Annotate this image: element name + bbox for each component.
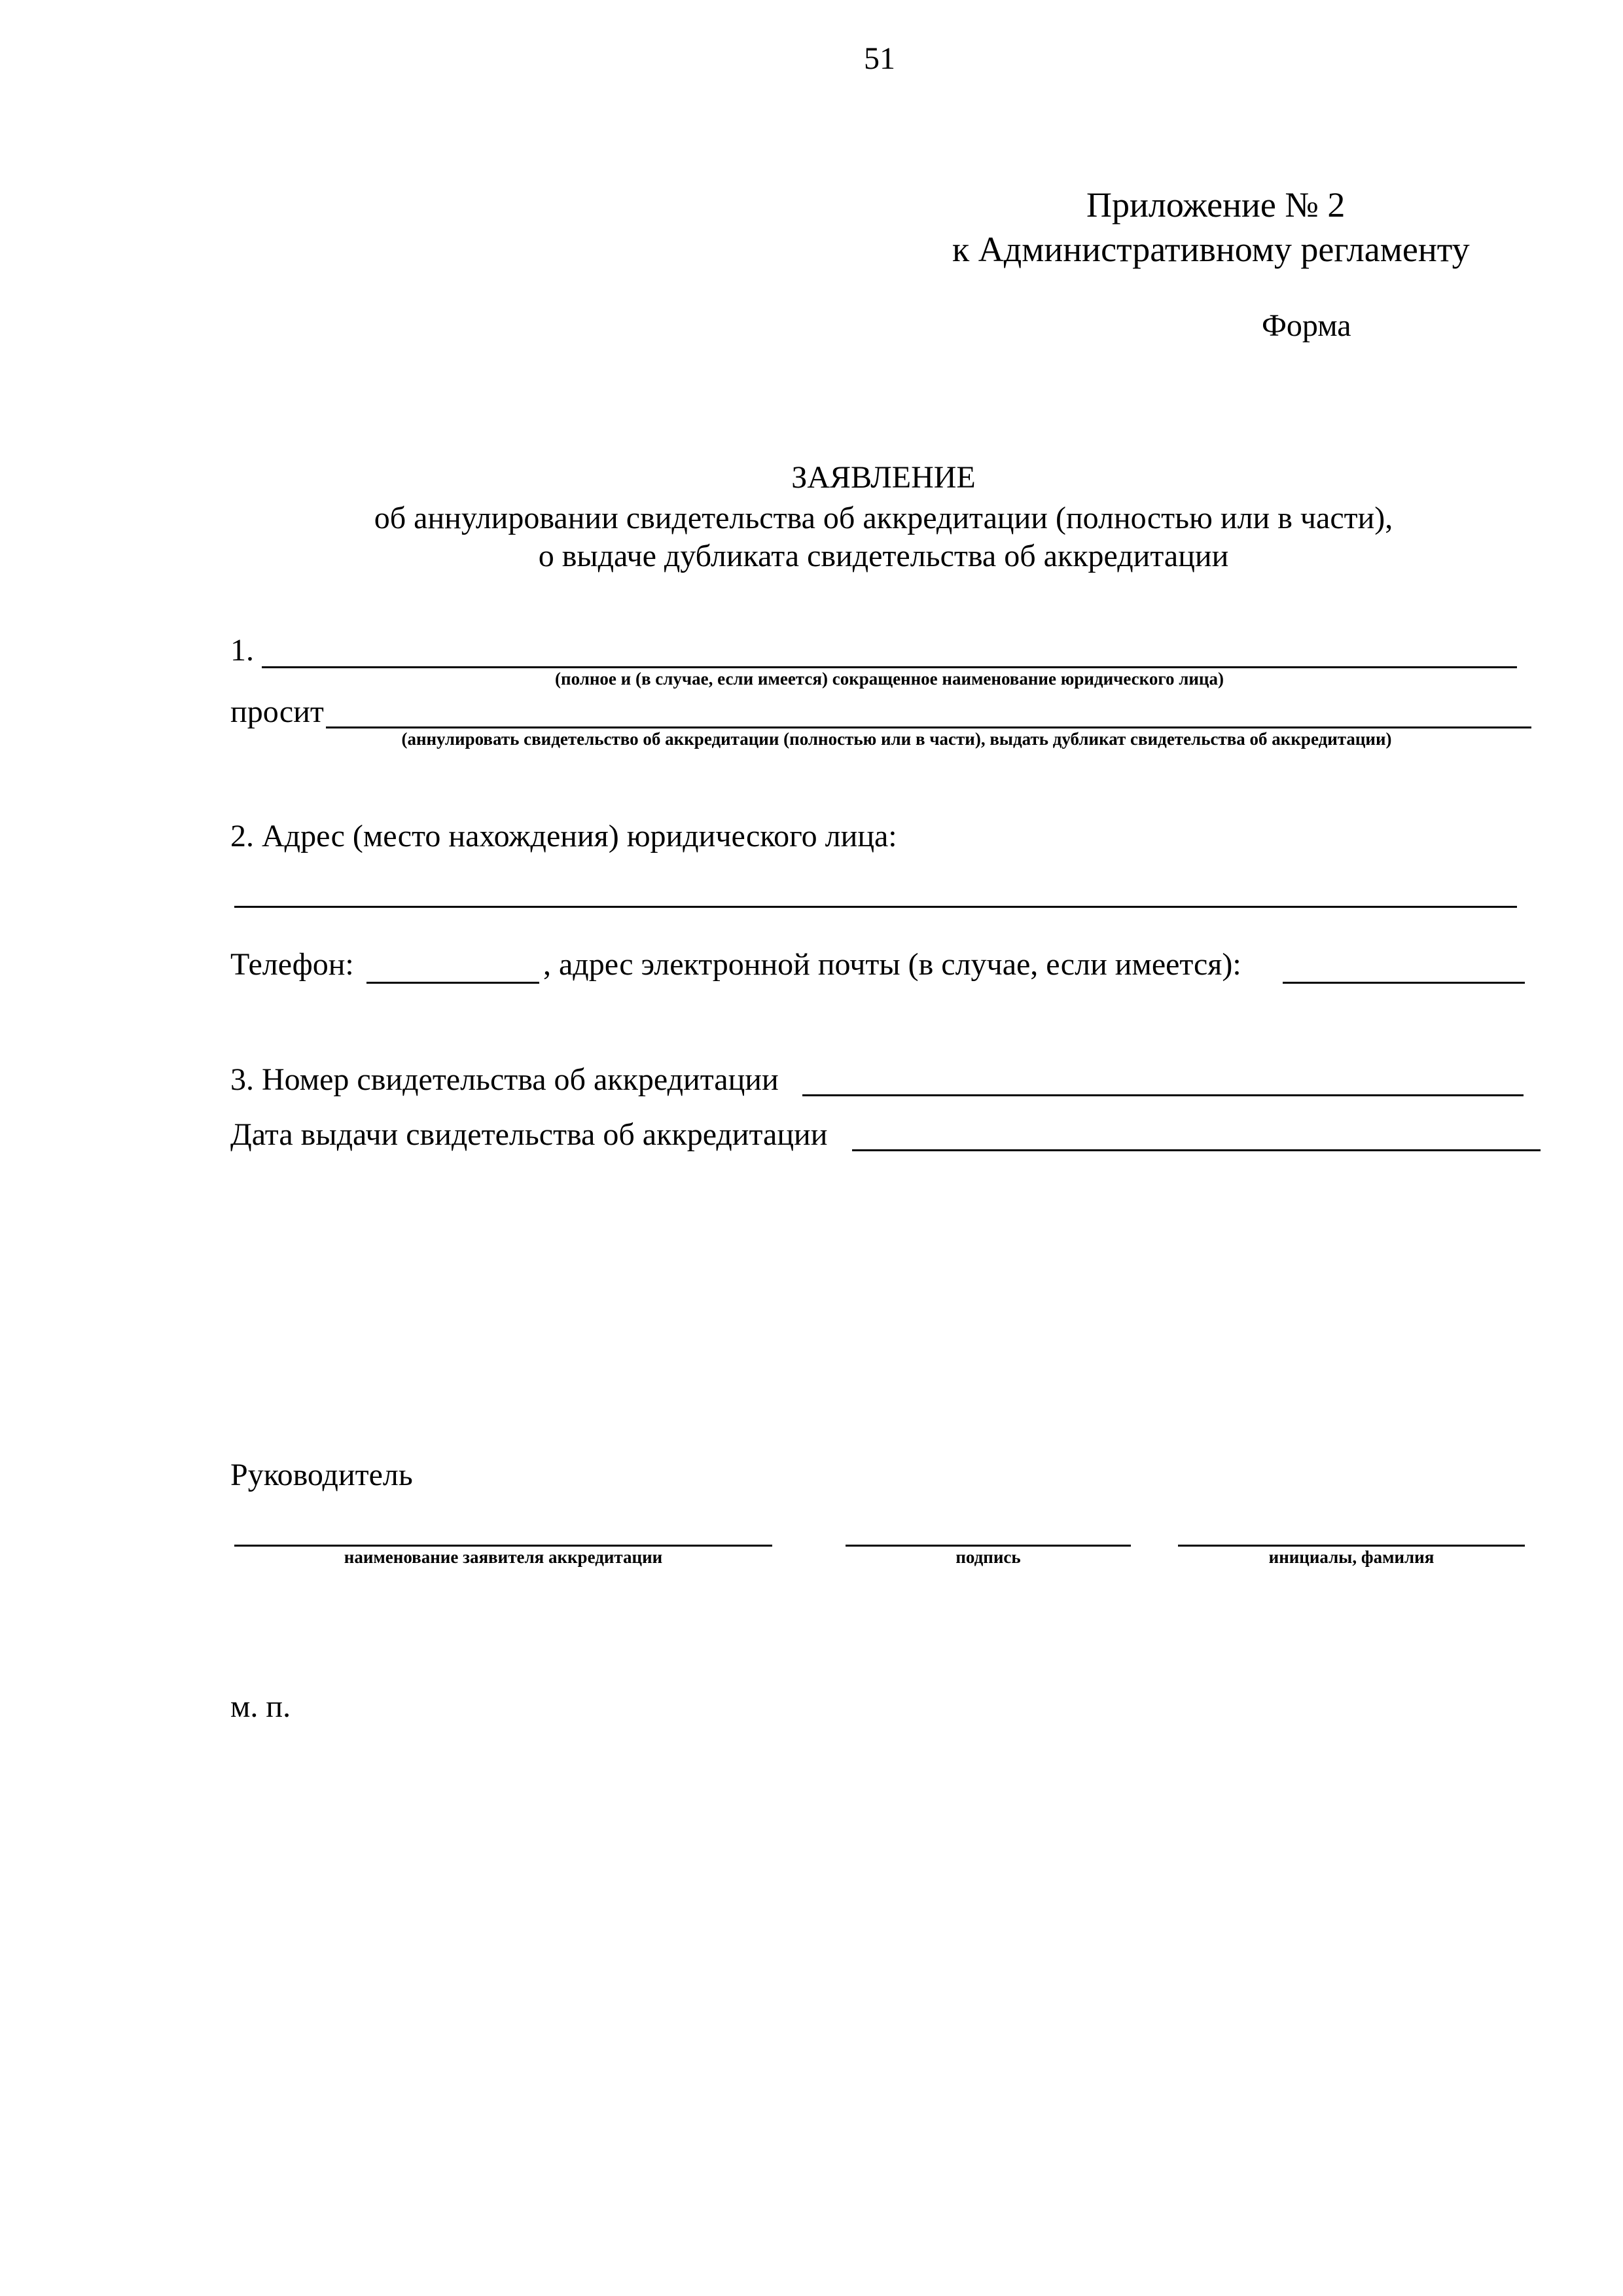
applicant-name-field[interactable] (234, 1545, 772, 1547)
initials-hint: инициалы, фамилия (1268, 1547, 1435, 1567)
phone-label: Телефон: (230, 947, 354, 982)
stamp-label: м. п. (230, 1689, 291, 1724)
head-label: Руководитель (230, 1458, 413, 1492)
signature-field[interactable] (846, 1545, 1131, 1547)
form-label: Форма (1262, 308, 1351, 343)
email-label: , адрес электронной почты (в случае, если имеется): (543, 947, 1241, 982)
request-hint: (аннулировать свидетельство об аккредитации (полностью или в части), выдать дубликат свидетельства об аккредитации) (401, 729, 1392, 749)
phone-field[interactable] (366, 982, 539, 984)
legal-entity-name-hint: (полное и (в случае, если имеется) сокращенное наименование юридического лица) (555, 669, 1224, 689)
certificate-number-label: 3. Номер свидетельства об аккредитации (230, 1062, 779, 1097)
email-field[interactable] (1283, 982, 1525, 984)
initials-field[interactable] (1178, 1545, 1525, 1547)
appendix-subtitle: к Административному регламенту (952, 230, 1470, 269)
legal-entity-name-field[interactable] (262, 666, 1517, 668)
applicant-name-hint: наименование заявителя аккредитации (344, 1547, 663, 1567)
section-1-number: 1. (230, 633, 254, 668)
request-label: просит (230, 694, 324, 729)
appendix-title: Приложение № 2 (1086, 185, 1346, 224)
address-field[interactable] (234, 906, 1517, 908)
address-label: 2. Адрес (место нахождения) юридического лица: (230, 819, 897, 853)
request-field[interactable] (326, 726, 1531, 728)
signature-hint: подпись (955, 1547, 1021, 1567)
certificate-date-label: Дата выдачи свидетельства об аккредитации (230, 1117, 828, 1152)
certificate-date-field[interactable] (852, 1149, 1541, 1151)
document-subtitle-line1: об аннулировании свидетельства об аккредитации (полностью или в части), (374, 501, 1393, 535)
certificate-number-field[interactable] (802, 1094, 1524, 1096)
document-subtitle-line2: о выдаче дубликата свидетельства об аккредитации (538, 539, 1229, 573)
document-title: ЗАЯВЛЕНИЕ (791, 460, 976, 495)
page-number: 51 (864, 41, 895, 76)
